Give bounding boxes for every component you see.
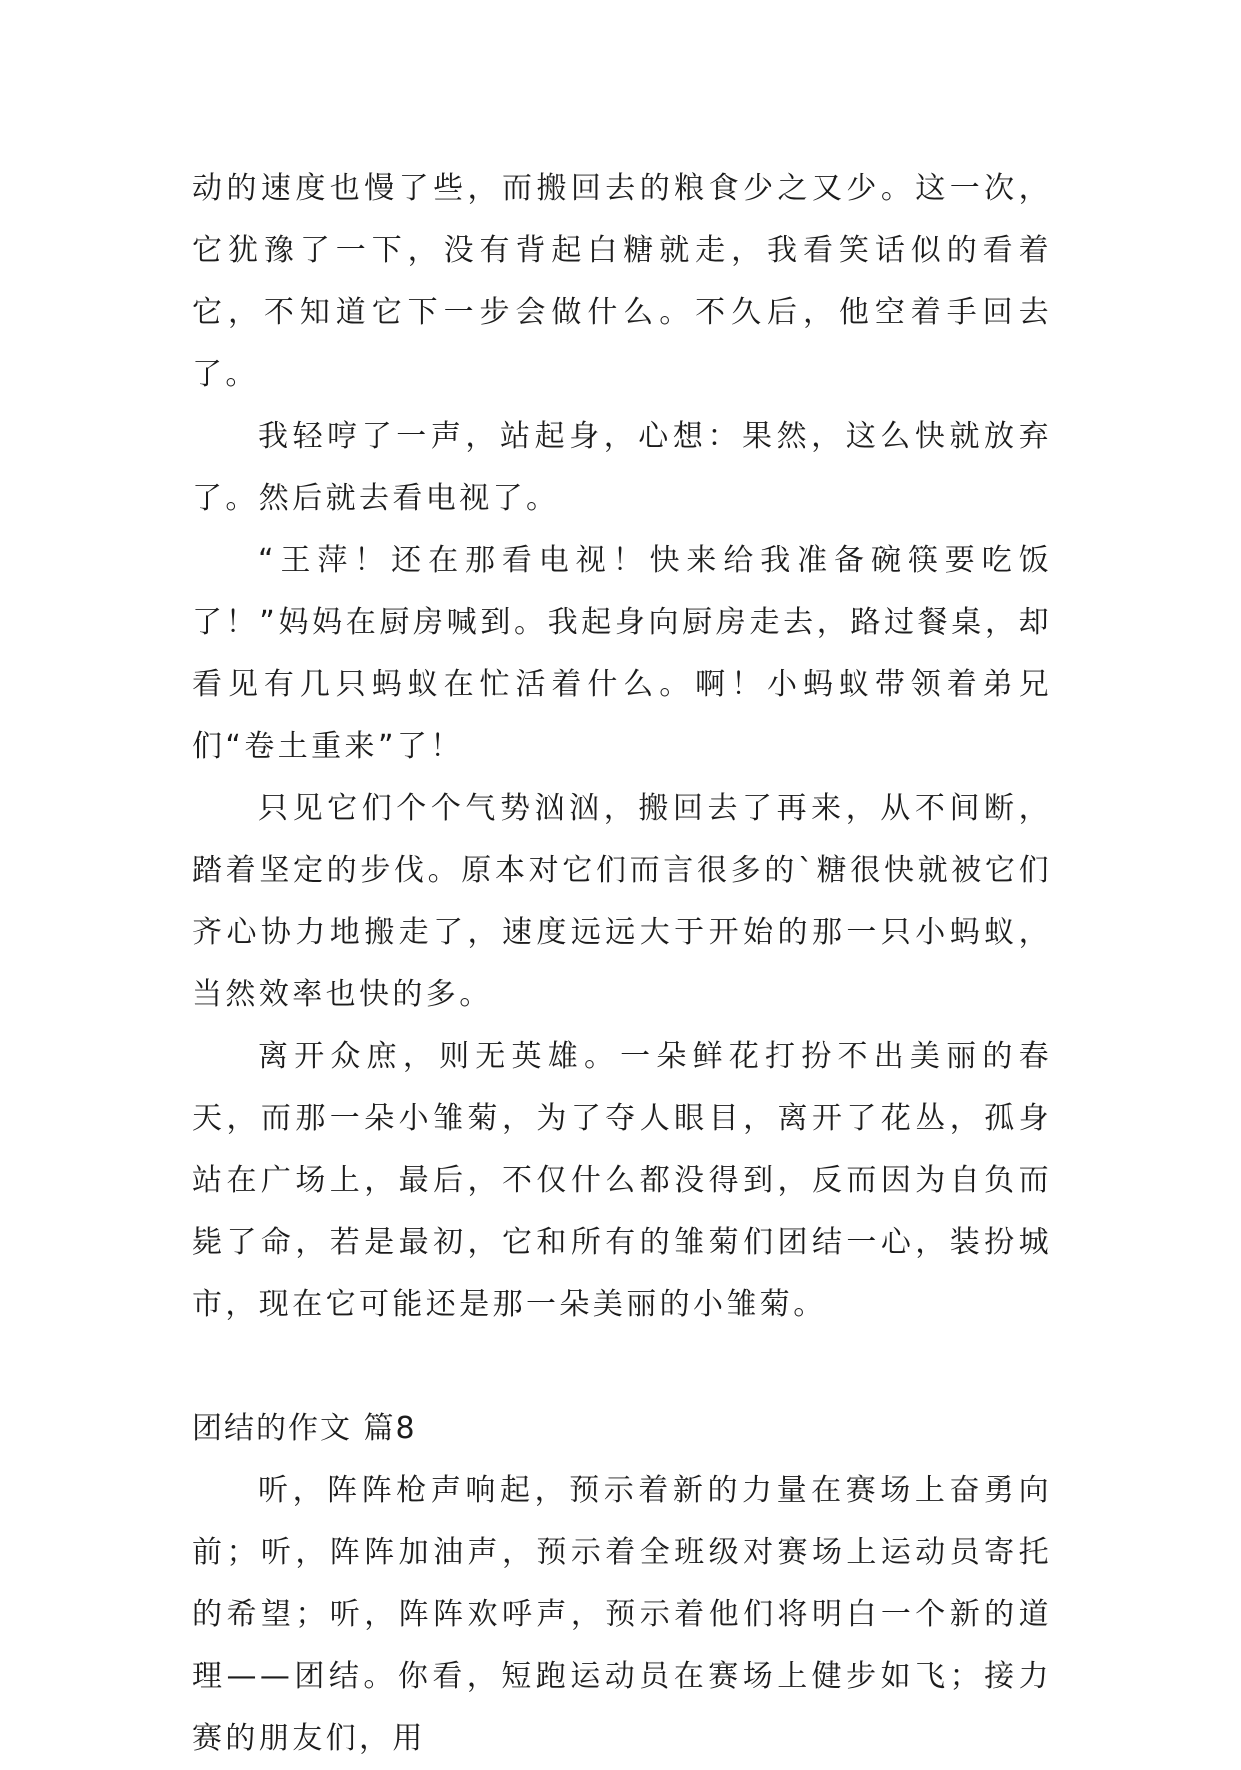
paragraph: 离开众庶，则无英雄。一朵鲜花打扮不出美丽的春天，而那一朵小雏菊，为了夺人眼目，离开了花丛，孤身站在广场上，最后，不仅什么都没得到，反而因为自负而毙了命，若是最初，它和所有的雏菊们团结一心，装扮城市，现在它可能还是那一朵美丽的小雏菊。 bbox=[192, 1039, 1052, 1322]
paragraph: 听，阵阵枪声响起，预示着新的力量在赛场上奋勇向前；听，阵阵加油声，预示着全班级对赛场上运动员寄托的希望；听，阵阵欢呼声，预示着他们将明白一个新的道理——团结。你看，短跑运动员在赛场上健步如飞；接力赛的朋友们，用 bbox=[192, 1473, 1052, 1756]
paragraph: “王萍！还在那看电视！快来给我准备碗筷要吃饭了！”妈妈在厨房喊到。我起身向厨房走去，路过餐桌，却看见有几只蚂蚁在忙活着什么。啊！小蚂蚁带领着弟兄们“卷土重来”了！ bbox=[192, 543, 1052, 764]
section-heading-block bbox=[192, 1398, 1052, 1460]
section-title: 团结的作文 篇8 bbox=[192, 1411, 417, 1446]
paragraph: 我轻哼了一声，站起身，心想：果然，这么快就放弃了。然后就去看电视了。 bbox=[192, 419, 1052, 516]
paragraph: 动的速度也慢了些，而搬回去的粮食少之又少。这一次，它犹豫了一下，没有背起白糖就走，我看笑话似的看着它，不知道它下一步会做什么。不久后，他空着手回去了。 bbox=[192, 171, 1052, 392]
paragraph: 只见它们个个气势汹汹，搬回去了再来，从不间断，踏着坚定的步伐。原本对它们而言很多的`糖很快就被它们齐心协力地搬走了，速度远远大于开始的那一只小蚂蚁，当然效率也快的多。 bbox=[192, 791, 1052, 1012]
document-page bbox=[192, 158, 1052, 1770]
body-text-part2 bbox=[192, 1460, 1052, 1770]
body-text-part1 bbox=[192, 158, 1052, 1336]
